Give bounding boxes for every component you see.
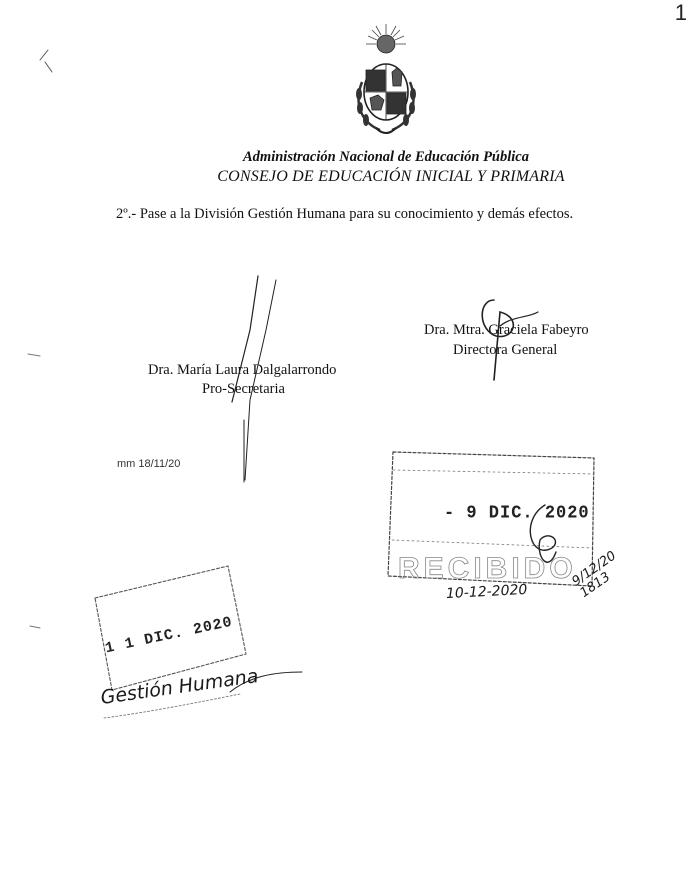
right-stamp-word: RECIBIDO <box>398 552 577 585</box>
left-signature-stroke <box>245 280 276 480</box>
signatory-left-name: Dra. María Laura Dalgalarrondo <box>148 362 337 378</box>
signatory-right-role: Directora General <box>453 342 558 358</box>
handwritten-side-note: 9/12/20 1813 <box>569 548 620 601</box>
signatory-right-name: Dra. Mtra. Graciela Fabeyro <box>424 322 589 338</box>
handwritten-receipt-date: 10-12-2020 <box>445 581 528 603</box>
handwritten-destination: Gestión Humana <box>99 665 260 709</box>
left-stamp-date: 1 1 DIC. 2020 <box>103 613 235 658</box>
page-number: 1 <box>674 0 687 25</box>
signatory-left-role: Pro-Secretaria <box>202 381 285 397</box>
coat-of-arms-icon <box>350 22 422 144</box>
council-name: CONSEJO DE EDUCACIÓN INICIAL Y PRIMARIA <box>217 168 565 185</box>
resolution-text: 2º.- Pase a la División Gestión Humana para su conocimiento y demás efectos. <box>116 206 574 222</box>
organization-name: Administración Nacional de Educación Pública <box>243 149 529 165</box>
right-signature-stroke <box>482 300 513 380</box>
drafter-initials-date: mm 18/11/20 <box>117 458 181 470</box>
right-stamp-date: - 9 DIC. 2020 <box>444 503 590 524</box>
